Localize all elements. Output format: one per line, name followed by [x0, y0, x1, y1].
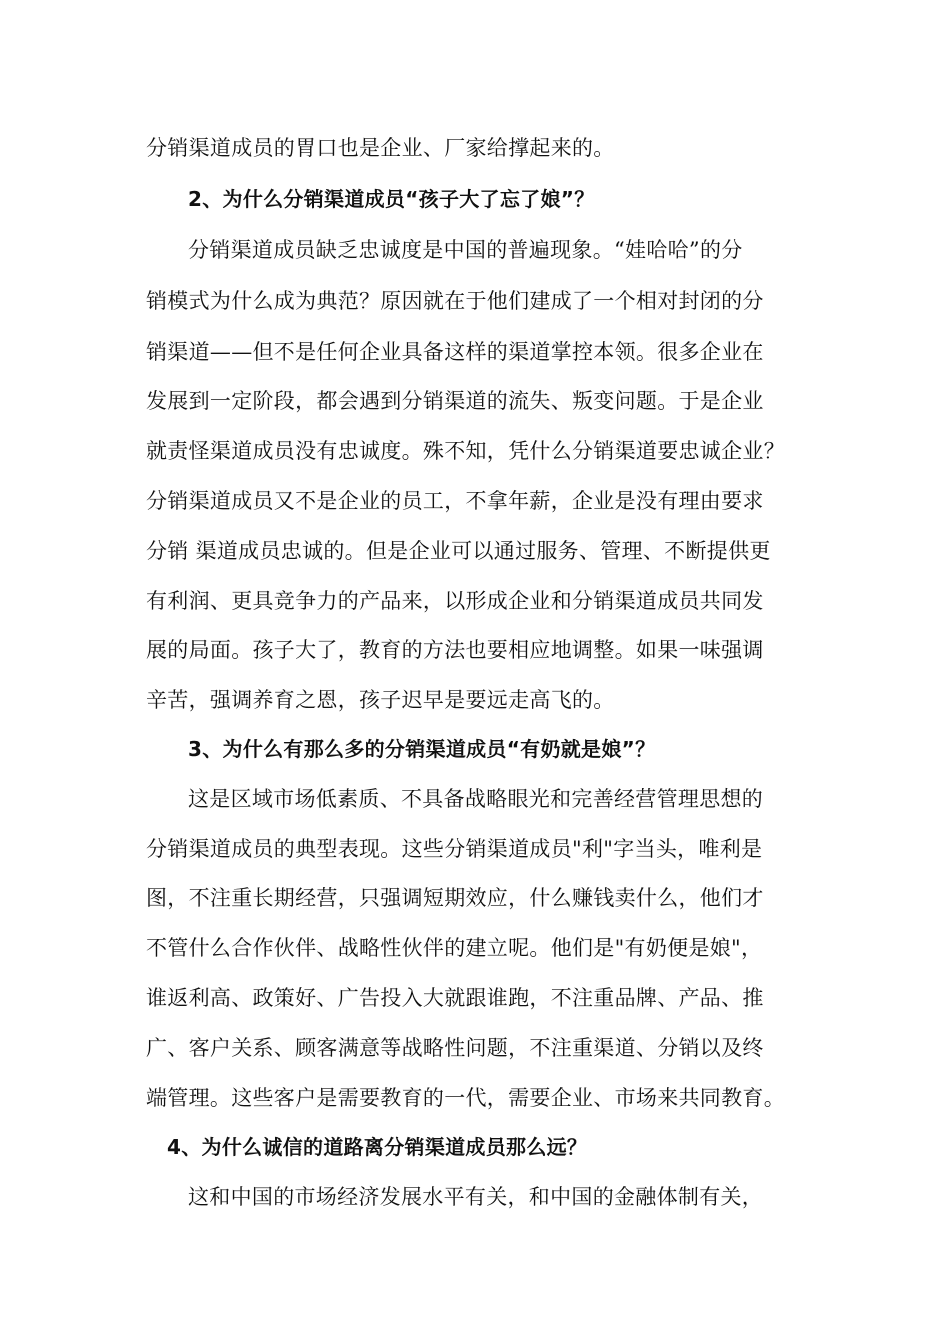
body-text-line: 广、客户关系、顾客满意等战略性问题，不注重渠道、分销以及终 — [146, 1036, 764, 1060]
body-text-line: 辛苦，强调养育之恩，孩子迟早是要远走高飞的。 — [146, 688, 615, 712]
body-text-line: 分销渠道成员又不是企业的员工，不拿年薪，企业是没有理由要求 — [146, 489, 764, 513]
body-text-line: 谁返利高、政策好、广告投入大就跟谁跑，不注重品牌、产品、推 — [146, 986, 764, 1010]
body-text-line: 分销渠道成员缺乏忠诚度是中国的普遍现象。“娃哈哈”的分 — [188, 238, 743, 262]
section-heading-3: 3、为什么有那么多的分销渠道成员“有奶就是娘”？ — [188, 737, 656, 761]
section-heading-2: 2、为什么分销渠道成员“孩子大了忘了娘”？ — [188, 187, 595, 211]
body-text-line: 发展到一定阶段，都会遇到分销渠道的流失、叛变问题。于是企业 — [146, 389, 764, 413]
body-text-line: 图，不注重长期经营，只强调短期效应，什么赚钱卖什么，他们才 — [146, 886, 764, 910]
body-text-line: 销渠道——但不是任何企业具备这样的渠道掌控本领。很多企业在 — [146, 340, 764, 364]
section-heading-4: 4、为什么诚信的道路离分销渠道成员那么远？ — [167, 1135, 588, 1159]
body-text-line: 分销渠道成员的胃口也是企业、厂家给撑起来的。 — [146, 136, 615, 160]
body-text-line: 不管什么合作伙伴、战略性伙伴的建立呢。他们是"有奶便是娘"， — [146, 936, 763, 960]
body-text-line: 分销 渠道成员忠诚的。但是企业可以通过服务、管理、不断提供更 — [146, 539, 771, 563]
body-text-line: 端管理。这些客户是需要教育的一代，需要企业、市场来共同教育。 — [146, 1086, 785, 1110]
body-text-line: 就责怪渠道成员没有忠诚度。殊不知，凭什么分销渠道要忠诚企业？ — [146, 439, 785, 463]
body-text-line: 这和中国的市场经济发展水平有关，和中国的金融体制有关， — [188, 1185, 764, 1209]
body-text-line: 这是区域市场低素质、不具备战略眼光和完善经营管理思想的 — [188, 787, 764, 811]
body-text-line: 展的局面。孩子大了，教育的方法也要相应地调整。如果一味强调 — [146, 638, 764, 662]
body-text-line: 分销渠道成员的典型表现。这些分销渠道成员"利"字当头，唯利是 — [146, 837, 763, 861]
body-text-line: 销模式为什么成为典范？原因就在于他们建成了一个相对封闭的分 — [146, 289, 764, 313]
body-text-line: 有利润、更具竞争力的产品来，以形成企业和分销渠道成员共同发 — [146, 589, 764, 613]
